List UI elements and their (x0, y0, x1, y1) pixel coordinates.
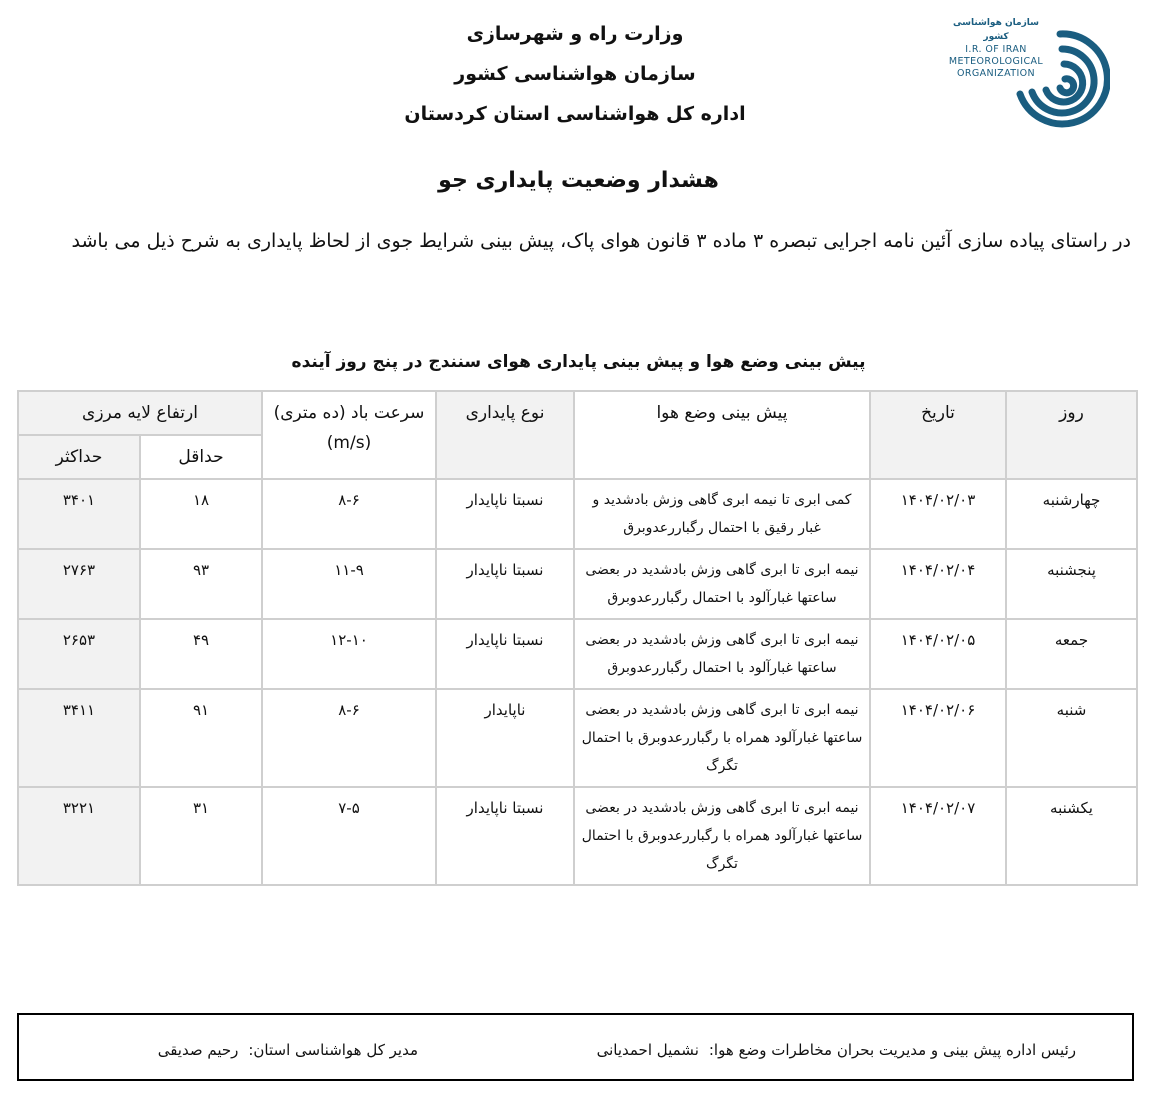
cell-wind: ۱۱-۹ (262, 549, 436, 619)
cell-date: ۱۴۰۴/۰۲/۰۳ (870, 479, 1006, 549)
director-title: مدیر کل هواشناسی استان: (248, 1041, 418, 1059)
cell-day: شنبه (1006, 689, 1137, 787)
cell-day: پنجشنبه (1006, 549, 1137, 619)
logo-spiral-icon (1010, 24, 1110, 139)
cell-max: ۲۷۶۳ (18, 549, 140, 619)
table-row (18, 787, 1137, 885)
table-title: پیش بینی وضع هوا و پیش بینی پایداری هوای سنندج در پنج روز آینده (291, 352, 866, 372)
header-titles (380, 14, 770, 134)
cell-wind: ۱۲-۱۰ (262, 619, 436, 689)
header-max: حداکثر (18, 435, 140, 479)
header-day: روز (1006, 391, 1137, 479)
header-boundary-layer: ارتفاع لایه مرزی (18, 391, 262, 435)
cell-date: ۱۴۰۴/۰۲/۰۵ (870, 619, 1006, 689)
cell-day: جمعه (1006, 619, 1137, 689)
cell-forecast: نیمه ابری تا ابری گاهی وزش بادشدید در بعضی ساعتها غبارآلود همراه با رگباررعدوبرق با احتمال تگرگ (574, 787, 870, 885)
cell-wind: ۸-۶ (262, 689, 436, 787)
cell-min: ۹۱ (140, 689, 262, 787)
cell-wind: ۷-۵ (262, 787, 436, 885)
office-title: اداره کل هواشناسی استان کردستان (404, 103, 746, 125)
signature-box (17, 1013, 1134, 1081)
table-row (18, 549, 1137, 619)
cell-max: ۳۴۰۱ (18, 479, 140, 549)
header-min: حداقل (140, 435, 262, 479)
cell-stability: نسبتا ناپایدار (436, 619, 574, 689)
table-row (18, 479, 1137, 549)
cell-min: ۴۹ (140, 619, 262, 689)
cell-max: ۳۴۱۱ (18, 689, 140, 787)
meteorological-organization-logo (940, 12, 1115, 137)
forecast-head-title: رئیس اداره پیش بینی و مدیریت بحران مخاطرات وضع هوا: (708, 1041, 1076, 1059)
cell-min: ۳۱ (140, 787, 262, 885)
table-row (18, 619, 1137, 689)
organization-title: سازمان هواشناسی کشور (454, 63, 696, 85)
cell-wind: ۸-۶ (262, 479, 436, 549)
cell-stability: نسبتا ناپایدار (436, 787, 574, 885)
table-row (18, 689, 1137, 787)
cell-day: یکشنبه (1006, 787, 1137, 885)
director-name: رحیم صدیقی (157, 1041, 239, 1059)
cell-forecast: نیمه ابری تا ابری گاهی وزش بادشدید در بعضی ساعتها غبارآلود همراه با رگباررعدوبرق با احتمال تگرگ (574, 689, 870, 787)
header-date: تاریخ (870, 391, 1006, 479)
logo-en-line-1: I.R. OF IRAN (965, 44, 1027, 55)
ministry-title: وزارت راه و شهرسازی (466, 23, 684, 45)
header-wind-speed: سرعت باد (ده متری) (m/s) (262, 391, 436, 479)
cell-day: چهارشنبه (1006, 479, 1137, 549)
cell-date: ۱۴۰۴/۰۲/۰۷ (870, 787, 1006, 885)
forecast-table (17, 390, 1138, 886)
header-stability: نوع پایداری (436, 391, 574, 479)
forecast-head-signature (597, 1041, 1076, 1059)
header-forecast: پیش بینی وضع هوا (574, 391, 870, 479)
forecast-head-name: نشمیل احمدیانی (596, 1041, 699, 1059)
cell-stability: ناپایدار (436, 689, 574, 787)
cell-date: ۱۴۰۴/۰۲/۰۶ (870, 689, 1006, 787)
cell-max: ۲۶۵۳ (18, 619, 140, 689)
cell-stability: نسبتا ناپایدار (436, 479, 574, 549)
logo-en-line-3: ORGANIZATION (956, 68, 1036, 79)
director-signature (158, 1041, 418, 1059)
cell-max: ۳۲۲۱ (18, 787, 140, 885)
cell-min: ۱۸ (140, 479, 262, 549)
cell-forecast: کمی ابری تا نیمه ابری گاهی وزش بادشدید و غبار رقیق با احتمال رگباررعدوبرق (574, 479, 870, 549)
cell-stability: نسبتا ناپایدار (436, 549, 574, 619)
cell-min: ۹۳ (140, 549, 262, 619)
cell-date: ۱۴۰۴/۰۲/۰۴ (870, 549, 1006, 619)
logo-fa-text: سازمان هواشناسی کشور (952, 18, 1039, 42)
cell-forecast: نیمه ابری تا ابری گاهی وزش بادشدید در بعضی ساعتها غبارآلود با احتمال رگباررعدوبرق (574, 549, 870, 619)
document-title: هشدار وضعیت پایداری جو (438, 168, 719, 193)
logo-en-line-2: METEOROLOGICAL (948, 56, 1044, 67)
intro-paragraph: در راستای پیاده سازی آئین نامه اجرایی تبصره ۳ ماده ۳ قانون هوای پاک، پیش بینی شرایط جوی از لحاظ پایداری به شرح ذیل می باشد (71, 230, 1131, 252)
cell-forecast: نیمه ابری تا ابری گاهی وزش بادشدید در بعضی ساعتها غبارآلود با احتمال رگباررعدوبرق (574, 619, 870, 689)
